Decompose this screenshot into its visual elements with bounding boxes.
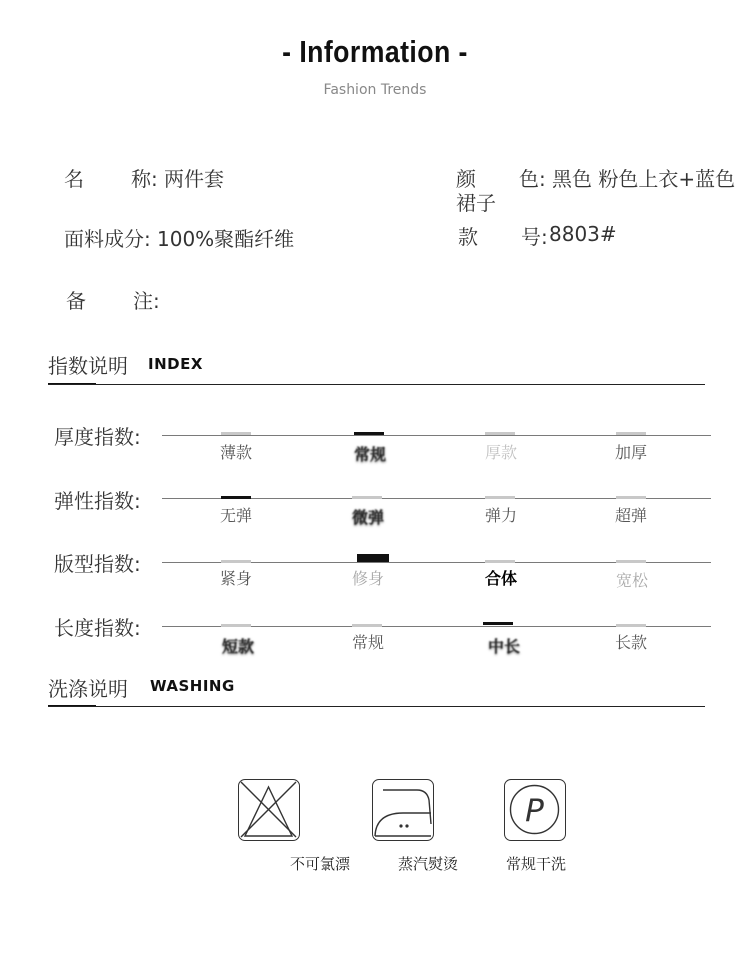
- info-name-key-1: 名: [64, 167, 84, 191]
- fit-tick-slim: [357, 554, 389, 562]
- info-note-key-1: 备: [66, 289, 86, 313]
- info-style-value: 8803#: [549, 222, 617, 246]
- info-name-value: 两件套: [164, 167, 224, 191]
- thickness-scale-line: [162, 435, 711, 436]
- elasticity-tick-stretch: [485, 496, 515, 499]
- page-subtitle: Fashion Trends: [323, 82, 427, 98]
- thickness-tick-regular: [354, 432, 384, 435]
- fit-tick-tight: [221, 560, 251, 563]
- index-section-divider: [48, 384, 705, 385]
- info-color-value-2: 裙子: [456, 191, 496, 215]
- fit-tick-regular: [485, 560, 515, 563]
- info-color-value: 黑色 粉色上衣+蓝色: [552, 167, 736, 191]
- length-tick-mid: [483, 622, 513, 625]
- index-section-title-cn: 指数说明: [48, 354, 128, 378]
- elasticity-tick-super: [616, 496, 646, 499]
- elasticity-option-stretch: 弹力: [484, 506, 517, 525]
- info-color-key-2: 色:: [519, 167, 546, 191]
- fit-option-slim: 修身: [351, 569, 384, 588]
- info-fabric-value: 100%聚酯纤维: [157, 227, 295, 251]
- elasticity-option-none: 无弹: [219, 506, 252, 525]
- fit-option-tight: 紧身: [219, 569, 252, 588]
- length-tick-short: [221, 624, 251, 627]
- elasticity-tick-slight: [352, 496, 382, 499]
- dry-clean-label: 常规干洗: [505, 855, 566, 873]
- page-title: - Information -: [282, 34, 468, 69]
- washing-section-divider: [48, 706, 705, 707]
- washing-section-title-cn: 洗涤说明: [48, 677, 128, 701]
- steam-iron-icon: [372, 779, 434, 841]
- length-index-label: 长度指数:: [54, 616, 141, 640]
- elasticity-index-label: 弹性指数:: [54, 489, 141, 513]
- length-option-regular: 常规: [351, 633, 384, 652]
- info-style-key-1: 款: [458, 225, 478, 249]
- thickness-tick-extra-thick: [616, 432, 646, 435]
- steam-iron-label: 蒸汽熨烫: [397, 855, 458, 873]
- thickness-tick-thin: [221, 432, 251, 435]
- index-section-title-en: INDEX: [148, 355, 203, 373]
- info-fabric-label: 面料成分:: [64, 227, 151, 251]
- elasticity-option-super: 超弹: [614, 506, 647, 525]
- info-style-key-2: 号:: [521, 225, 548, 249]
- thickness-option-thin: 薄款: [219, 443, 252, 462]
- dry-clean-symbol: P: [525, 793, 544, 829]
- length-option-mid: 中长: [487, 637, 520, 656]
- thickness-option-regular: 常规: [353, 445, 386, 464]
- fit-index-label: 版型指数:: [54, 552, 141, 576]
- thickness-index-label: 厚度指数:: [54, 425, 141, 449]
- info-name-key-2: 称:: [131, 167, 158, 191]
- thickness-option-thick: 厚款: [484, 443, 517, 462]
- length-tick-regular: [352, 624, 382, 627]
- fit-option-regular: 合体: [484, 569, 517, 588]
- washing-section-title-en: WASHING: [150, 677, 235, 695]
- elasticity-option-slight: 微弹: [351, 508, 384, 527]
- length-tick-long: [616, 624, 646, 627]
- elasticity-tick-none: [221, 496, 251, 499]
- info-color-key-1: 颜: [456, 167, 476, 191]
- fit-option-loose: 宽松: [615, 571, 648, 590]
- thickness-tick-thick: [485, 432, 515, 435]
- no-bleach-label: 不可氯漂: [289, 855, 350, 873]
- length-option-long: 长款: [614, 633, 647, 652]
- thickness-option-extra-thick: 加厚: [614, 443, 647, 462]
- length-option-short: 短款: [221, 637, 254, 656]
- no-bleach-icon: [238, 779, 300, 841]
- dry-clean-icon: [504, 779, 566, 841]
- fit-tick-loose: [616, 560, 646, 563]
- info-note-key-2: 注:: [133, 289, 160, 313]
